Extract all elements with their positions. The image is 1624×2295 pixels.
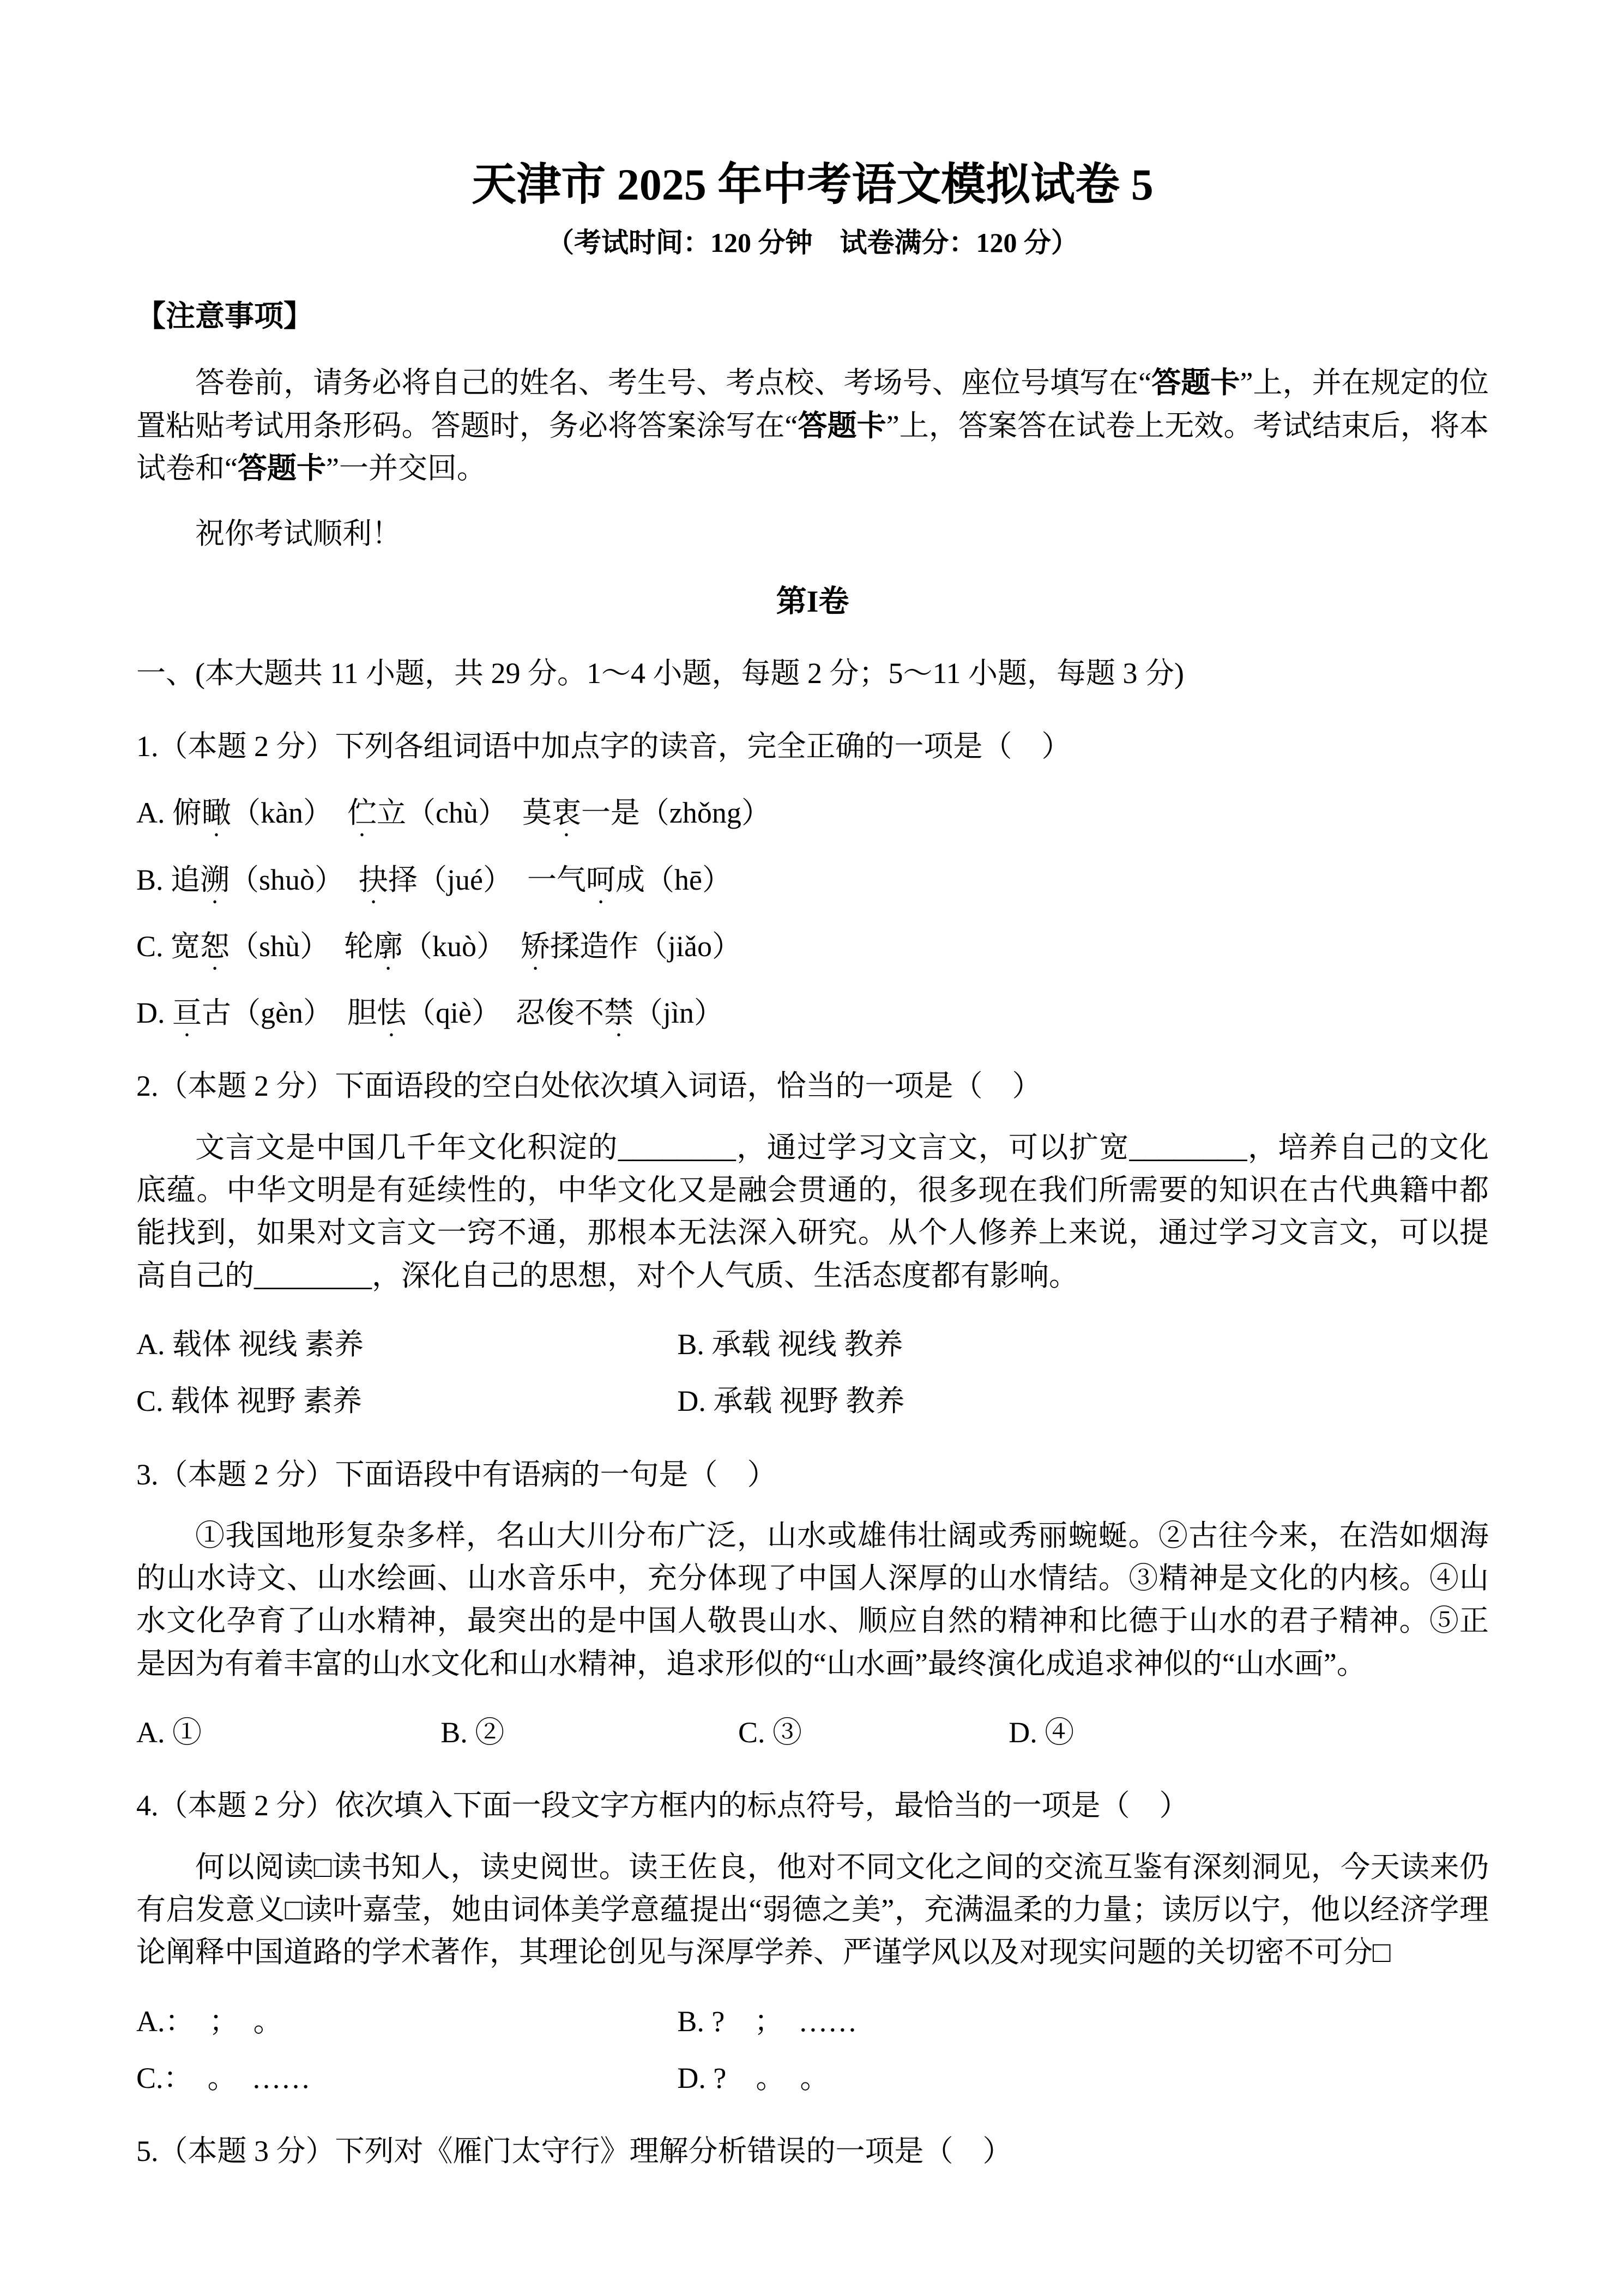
question-3-option-d: D. ④ bbox=[1009, 1716, 1074, 1749]
question-4 bbox=[136, 1784, 1489, 2099]
question-2-options bbox=[136, 1323, 1489, 1423]
page-subtitle: （考试时间：120 分钟 试卷满分：120 分） bbox=[547, 227, 1078, 258]
question-5 bbox=[136, 2130, 1489, 2172]
exam-wish: 祝你考试顺利！ bbox=[195, 517, 401, 551]
question-2-stem: 2.（本题 2 分）下面语段的空白处依次填入词语，恰当的一项是（ ） bbox=[136, 1070, 1042, 1103]
notice-body: 答卷前，请务必将自己的姓名、考生号、考点校、考场号、座位号填写在“答题卡”上，并在规定的位置粘贴考试用条形码。答题时，务必将答案涂写在“答题卡”上，答案答在试卷上无效。考试结束后，将本试卷和“答题卡”一并交回。 bbox=[136, 366, 1489, 485]
question-1-option-d: D. 亘古（gèn） 胆怯（qiè） 忍俊不禁（jìn） bbox=[136, 996, 723, 1030]
question-2-option-b: B. 承载 视线 教养 bbox=[677, 1327, 903, 1361]
notice-heading: 【注意事项】 bbox=[136, 300, 313, 333]
page-title: 天津市 2025 年中考语文模拟试卷 5 bbox=[472, 160, 1154, 209]
question-2 bbox=[136, 1065, 1489, 1422]
question-5-stem: 5.（本题 3 分）下列对《雁门太守行》理解分析错误的一项是（ ） bbox=[136, 2135, 1012, 2168]
question-3-passage: ①我国地形复杂多样，名山大川分布广泛，山水或雄伟壮阔或秀丽蜿蜒。②古往今来，在浩如烟海的山水诗文、山水绘画、山水音乐中，充分体现了中国人深厚的山水情结。③精神是文化的内核。④山水文化孕育了山水精神，最突出的是中国人敬畏山水、顺应自然的精神和比德于山水的君子精神。⑤正是因为有着丰富的山水文化和山水精神，追求形似的“山水画”最终演化成追求神似的“山水画”。 bbox=[136, 1519, 1489, 1680]
question-2-option-c: C. 载体 视野 素养 bbox=[136, 1385, 363, 1418]
question-2-option-d: D. 承载 视野 教养 bbox=[677, 1385, 905, 1418]
question-3-option-b: B. ② bbox=[440, 1716, 505, 1749]
question-1-stem: 1.（本题 2 分）下列各组词语中加点字的读音，完全正确的一项是（ ） bbox=[136, 729, 1071, 763]
section-1-intro: 一、(本大题共 11 小题，共 29 分。1～4 小题，每题 2 分；5～11 小题，每题 3 分) bbox=[136, 656, 1184, 690]
question-1-option-b: B. 追溯（shuò） 抉择（jué） 一气呵成（hē） bbox=[136, 863, 732, 896]
question-1-option-c: C. 宽恕（shù） 轮廓（kuò） 矫揉造作（jiǎo） bbox=[136, 929, 742, 963]
question-4-option-d: D. ? 。 。 bbox=[677, 2061, 830, 2094]
question-2-passage: 文言文是中国几千年文化积淀的________，通过学习文言文，可以扩宽________，培养自己的文化底蕴。中华文明是有延续性的，中华文化又是融会贯通的，很多现在我们所需要的知识在古代典籍中都能找到，如果对文言文一窍不通，那根本无法深入研究。从个人修养上来说，通过学习文言文，可以提高自己的________，深化自己的思想，对个人气质、生活态度都有影响。 bbox=[136, 1131, 1489, 1292]
question-4-stem: 4.（本题 2 分）依次填入下面一段文字方框内的标点符号，最恰当的一项是（ ） bbox=[136, 1789, 1189, 1822]
question-1-option-a: A. 俯瞰（kàn） 伫立（chù） 莫衷一是（zhǒng） bbox=[136, 796, 771, 830]
question-4-option-a: A.： ； 。 bbox=[136, 2004, 283, 2038]
question-1 bbox=[136, 725, 1489, 1034]
question-4-option-c: C.： 。 …… bbox=[136, 2061, 311, 2094]
question-3-option-c: C. ③ bbox=[738, 1716, 802, 1749]
question-3-option-a: A. ① bbox=[136, 1716, 202, 1749]
question-4-option-b: B. ? ； …… bbox=[677, 2004, 858, 2038]
question-2-option-a: A. 载体 视线 素养 bbox=[136, 1327, 364, 1361]
question-3-options bbox=[136, 1711, 1489, 1754]
question-4-options bbox=[136, 2000, 1489, 2100]
question-3 bbox=[136, 1453, 1489, 1754]
question-4-passage: 何以阅读□读书知人，读史阅世。读王佐良，他对不同文化之间的交流互鉴有深刻洞见，今天读来仍有启发意义□读叶嘉莹，她由词体美学意蕴提出“弱德之美”，充满温柔的力量；读厉以宁，他以经济学理论阐释中国道路的学术著作，其理论创见与深厚学养、严谨学风以及对现实问题的关切密不可分□ bbox=[136, 1850, 1489, 1969]
volume-1-heading: 第I卷 bbox=[776, 585, 849, 619]
question-3-stem: 3.（本题 2 分）下面语段中有语病的一句是（ ） bbox=[136, 1458, 777, 1491]
